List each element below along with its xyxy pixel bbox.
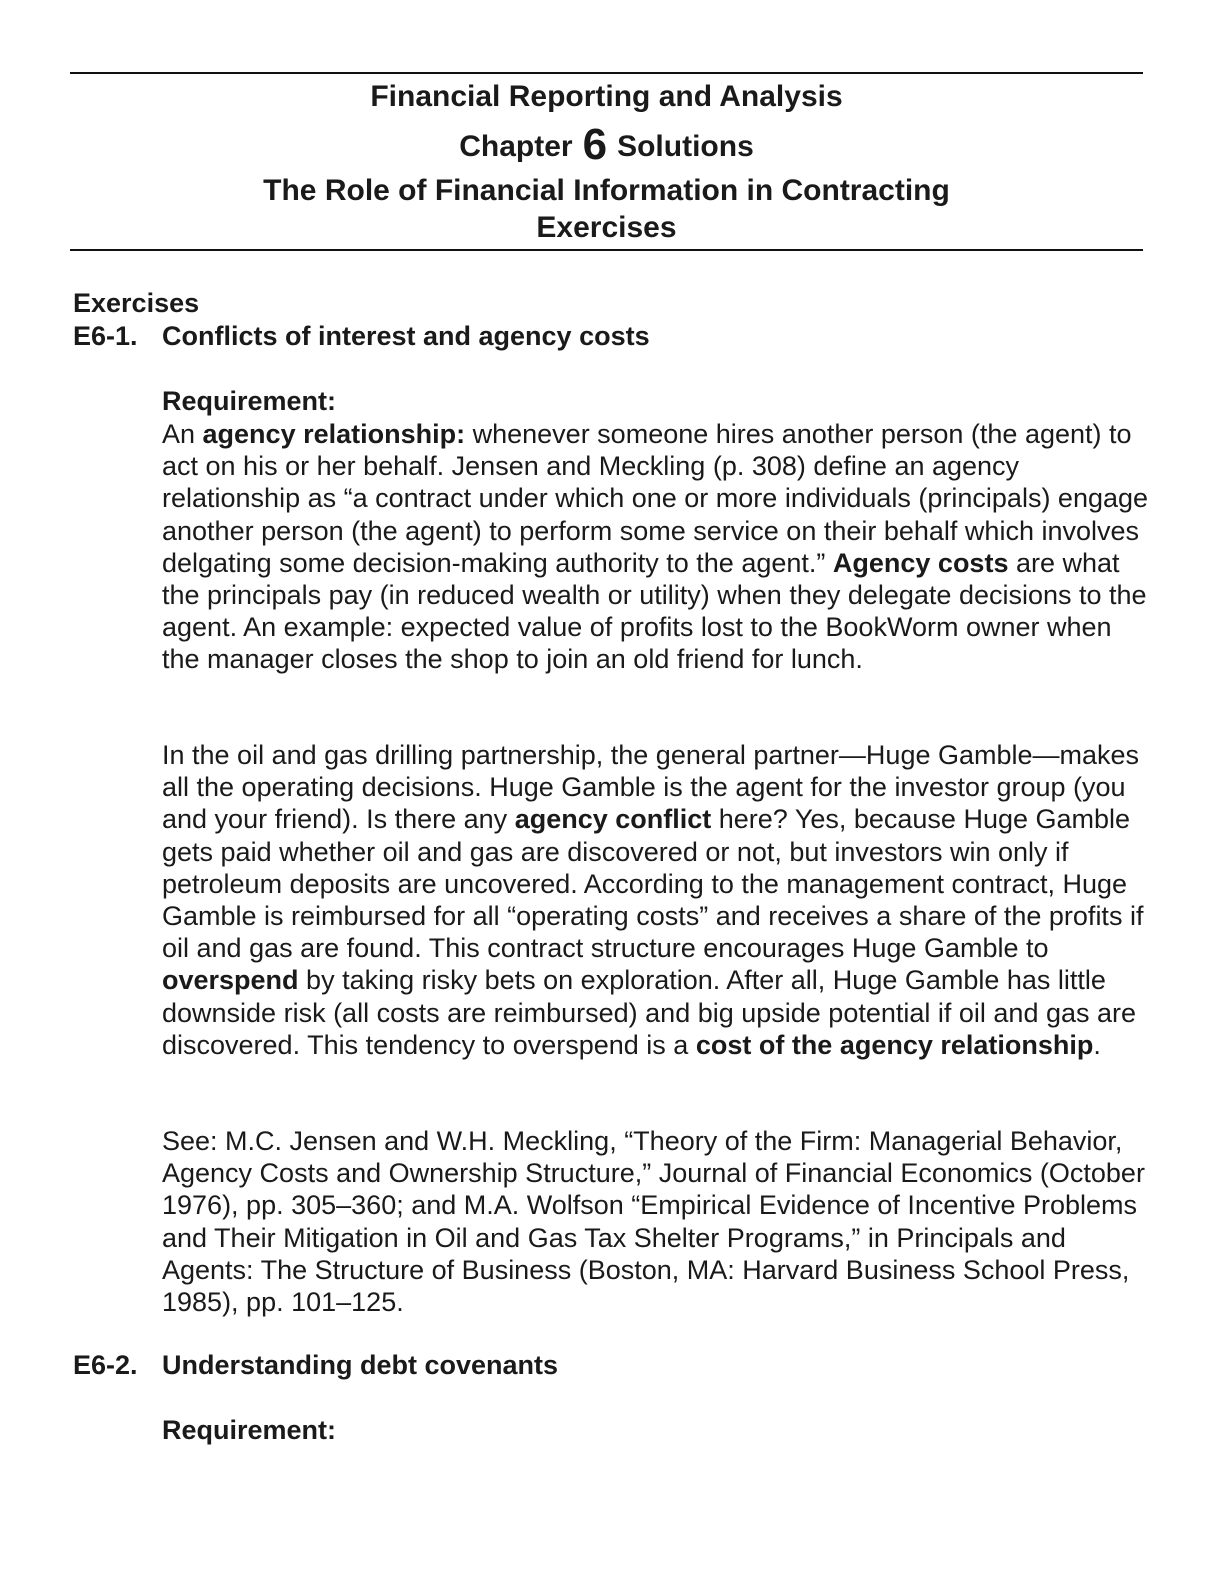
section-label: Exercises: [73, 288, 200, 318]
requirement-heading: Requirement:: [162, 386, 337, 416]
text-run: whenever someone hires another person (the agent) to act on his or her behalf. Jensen and Meckling (p. 308) define an agency relationship as “a contract under which one or more individuals (principals) engage another person (the agent) to perform some service on their behalf which involves delgating some decision-making authority to the agent.”: [162, 419, 1149, 578]
bold-term: cost of the agency relationship: [695, 1029, 1094, 1060]
bold-term: agency conflict: [514, 804, 712, 835]
chapter-number: 6: [582, 120, 608, 169]
solutions-word: Solutions: [617, 130, 754, 163]
exercise-title: Understanding debt covenants: [162, 1350, 559, 1380]
text-run: here? Yes, because Huge Gamble gets paid whether oil and gas are discovered or not, but investors win only if petroleum deposits are uncovered. According to the management contract, Huge Gamble is reimbursed for all “operating costs” and receives a share of the profits if oil and gas are found. This contract structure encourages Huge Gamble to: [162, 804, 1144, 964]
chapter-word: Chapter: [459, 130, 573, 163]
exercise-title: Conflicts of interest and agency costs: [162, 321, 650, 351]
exercise-number: E6-1.: [73, 321, 138, 351]
text-run: by taking risky bets on exploration. After all, Huge Gamble has little downside risk (all costs are reimbursed) and big upside potential if oil and gas are discovered. This tendency to overspend is a: [162, 965, 1137, 1060]
top-rule: [70, 72, 1143, 74]
document-title: Financial Reporting and Analysis: [370, 80, 843, 113]
paragraph-oil-gas: [162, 739, 1152, 1061]
bold-term: agency relationship:: [202, 419, 466, 449]
exercise-number: E6-2.: [73, 1350, 138, 1380]
requirement-heading: Requirement:: [162, 1415, 337, 1445]
chapter-heading: [70, 120, 1143, 169]
paragraph-agency-relationship: [162, 418, 1152, 676]
paragraph-references: See: M.C. Jensen and W.H. Meckling, “Theory of the Firm: Managerial Behavior, Agency Costs and Ownership Structure,” Journal of Financial Economics (October 1976), pp. 305–360; and M.A. Wolfson “Empirical Evidence of Incentive Problems and Their Mitigation in Oil and Gas Tax Shelter Programs,” in Principals and Agents: The Structure of Business (Boston, MA: Harvard Business School Press, 1985), pp. 101–125.: [162, 1126, 1145, 1318]
bold-term: overspend: [162, 965, 299, 996]
chapter-subtitle: The Role of Financial Information in Contracting: [263, 174, 950, 207]
text-run: In the oil and gas drilling partnership, the general partner—Huge Gamble—makes all the operating decisions. Huge Gamble is the agent for the investor group (you and your friend). Is there any: [162, 740, 1140, 835]
text-run: are what the principals pay (in reduced wealth or utility) when they delegate decisions to the agent. An example: expected value of profits lost to the BookWorm owner when the manager closes the shop to join an old friend for lunch.: [162, 547, 1147, 675]
bold-term: Agency costs: [832, 547, 1009, 578]
text-run: An: [162, 419, 203, 449]
bottom-rule: [70, 249, 1143, 251]
text-run: .: [1093, 1029, 1101, 1060]
header-section: Exercises: [536, 211, 677, 244]
